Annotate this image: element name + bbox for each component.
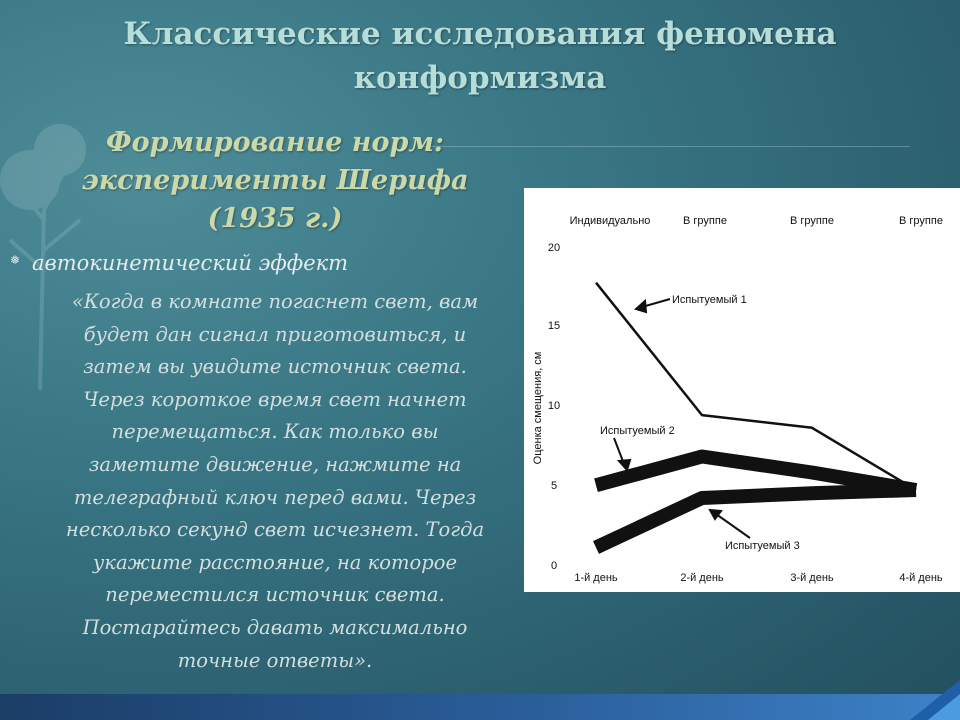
slide-title	[0, 12, 960, 100]
chart-canvas	[524, 188, 960, 592]
quote-line: Постарайтесь давать максимально	[82, 615, 468, 639]
corner-decoration	[890, 680, 960, 720]
y-tick-label: 15	[547, 320, 561, 332]
bullet-text: автокинетический эффект	[32, 251, 349, 275]
y-tick-label: 0	[550, 560, 558, 572]
quote-line: перемещаться. Как только вы	[111, 420, 439, 444]
x-tick-label: 3-й день	[790, 572, 834, 584]
bottom-bar	[0, 694, 960, 720]
top-label: В группе	[899, 215, 943, 227]
y-tick-label: 20	[547, 242, 561, 254]
arrow-3-head	[710, 510, 721, 519]
quote-line: укажите расстояние, на которое	[92, 550, 458, 574]
series-label-2: Испытуемый 2	[600, 425, 675, 437]
slide-subtitle	[60, 124, 490, 238]
top-label: В группе	[790, 215, 834, 227]
quote-line: несколько секунд свет исчезнет. Тогда	[65, 518, 485, 542]
x-tick-label: 2-й день	[680, 572, 724, 584]
subtitle-line-1: Формирование норм:	[105, 127, 444, 158]
quote-line: Через короткое время свет начнет	[83, 387, 467, 411]
series-layer	[596, 283, 916, 548]
arrow-2-head	[619, 460, 630, 470]
slide-title-line-1: Классические исследования феномена	[123, 16, 837, 52]
quote-line: затем вы увидите источник света.	[83, 355, 467, 379]
y-tick-label: 5	[550, 480, 558, 492]
arrow-3	[716, 514, 750, 538]
quote-line: точные ответы».	[177, 648, 373, 672]
quote-line: будет дан сигнал приготовиться, и	[83, 322, 467, 346]
arrow-1-head	[636, 301, 646, 312]
x-tick-label: 4-й день	[899, 572, 943, 584]
top-label: Индивидуально	[569, 215, 651, 227]
bullet-icon: ❅	[10, 253, 21, 267]
x-tick-label: 1-й день	[574, 572, 618, 584]
subtitle-line-2: эксперименты Шерифа	[81, 165, 469, 196]
quote-line: «Когда в комнате погаснет свет, вам	[71, 290, 479, 313]
quote-text	[30, 286, 520, 677]
subtitle-line-3: (1935 г.)	[207, 203, 343, 234]
series-label-1: Испытуемый 1	[672, 294, 747, 306]
y-tick-label: 10	[547, 400, 561, 412]
top-label: В группе	[683, 215, 727, 227]
sherif-chart	[524, 188, 960, 592]
series-label-3: Испытуемый 3	[725, 540, 800, 552]
divider-line	[420, 146, 910, 147]
quote-line: переместился источник света.	[105, 583, 445, 607]
y-axis-label: Оценка смещения, см	[532, 351, 544, 465]
series-line-3	[596, 490, 916, 548]
slide-title-line-2: конформизма	[353, 60, 607, 96]
quote-line: заметите движение, нажмите на	[88, 452, 462, 476]
quote-line: телеграфный ключ перед вами. Через	[73, 485, 477, 509]
